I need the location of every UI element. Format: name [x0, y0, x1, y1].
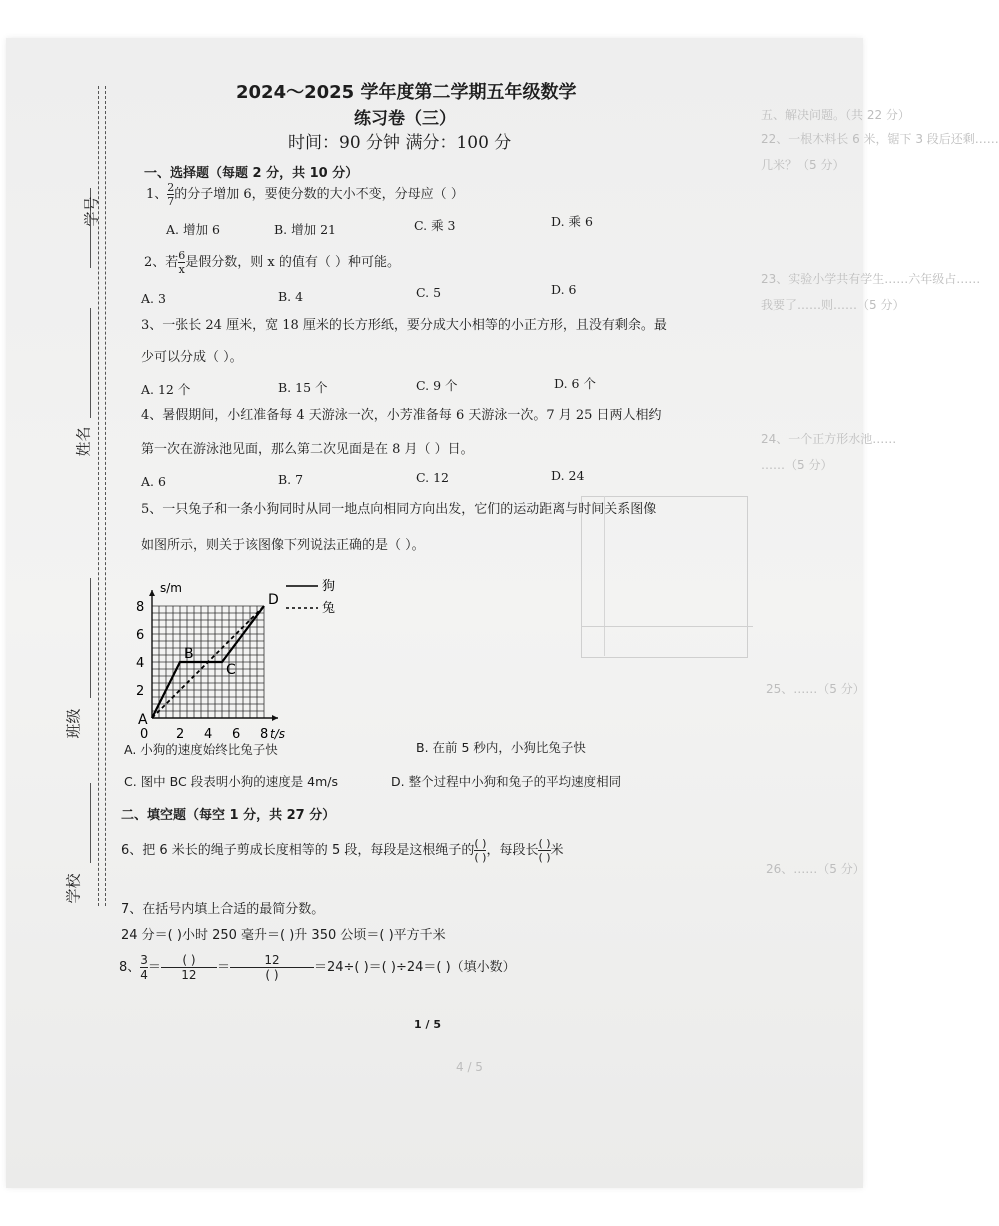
q2-option-c[interactable]: C. 5 [416, 285, 442, 300]
q3-option-d[interactable]: D. 6 个 [554, 376, 596, 391]
q8-frac-num: 3 [140, 953, 148, 967]
q6-text-b: ，每段长 [486, 843, 539, 858]
q8-fraction-1 [140, 954, 148, 981]
q2-text: 是假分数，则 x 的值有（ ）种可能。 [185, 255, 401, 270]
bleed-text-3: 几米？（5 分） [761, 158, 845, 172]
question-6 [121, 838, 564, 863]
q8-eq1: ＝ [147, 960, 161, 975]
x-axis-label: t/s [270, 727, 285, 741]
q4-line2: 第一次在游泳池见面，那么第二次见面是在 8 月（ ）日。 [141, 442, 474, 457]
point-label: D [268, 592, 279, 608]
q8-f3-den[interactable]: ( ) [265, 968, 279, 982]
q3-option-c[interactable]: C. 9 个 [416, 378, 458, 393]
q1-option-d[interactable]: D. 乘 6 [551, 214, 593, 229]
q4-option-a[interactable]: A. 6 [141, 474, 166, 489]
y-axis-arrow [149, 590, 155, 596]
bleed-text-5: 我要了……则……（5 分） [761, 298, 905, 312]
bleed-text-8: 25、……（5 分） [766, 682, 865, 696]
bleed-text-4: 23、实验小学共有学生……六年级占…… [761, 272, 981, 286]
blank-line-class [90, 578, 91, 698]
distance-time-chart [128, 568, 348, 748]
q2-frac-den: x [178, 263, 185, 276]
q8-f3-num: 12 [264, 953, 280, 967]
q5-option-b[interactable]: B. 在前 5 秒内，小狗比兔子快 [416, 740, 586, 755]
q6-text-a: 6、把 6 米长的绳子剪成长度相等的 5 段，每段是这根绳子的 [121, 843, 475, 858]
q3-option-a[interactable]: A. 12 个 [141, 382, 191, 397]
q5-option-c[interactable]: C. 图中 BC 段表明小狗的速度是 4m/s [124, 774, 339, 789]
bleed-text-7: ……（5 分） [761, 458, 833, 472]
q2-prefix: 2、若 [144, 255, 179, 270]
legend-dog-label: 狗 [322, 579, 336, 594]
q4-option-d[interactable]: D. 24 [551, 468, 585, 483]
time-info: 时间：90 分钟 满分：100 分 [288, 133, 512, 153]
y-tick-label: 6 [136, 628, 145, 643]
q8-eq2: ＝ [216, 960, 230, 975]
point-label: B [184, 646, 194, 662]
point-label: A [138, 712, 148, 728]
y-tick-label: 8 [136, 600, 145, 615]
exam-subtitle: 练习卷（三） [354, 109, 456, 129]
label-name: 姓名 [74, 426, 93, 457]
q1-frac-den: 7 [167, 195, 175, 208]
q4-option-c[interactable]: C. 12 [416, 470, 449, 485]
q4-line1: 4、暑假期间，小红准备每 4 天游泳一次，小芳准备每 6 天游泳一次。7 月 25 日两人相约 [141, 408, 662, 423]
exam-title: 2024～2025 学年度第二学期五年级数学 [236, 82, 577, 103]
q3-line1: 3、一张长 24 厘米，宽 18 厘米的长方形纸，要分成大小相等的小正方形，且没有剩余。最 [141, 318, 667, 333]
label-class: 班级 [64, 708, 83, 739]
section-2-heading: 二、填空题（每空 1 分，共 27 分） [121, 808, 336, 823]
q6-text-c: 米 [550, 843, 564, 858]
bleed-box-line-v [604, 496, 605, 656]
q8-rest[interactable]: ＝24÷( )＝( )÷24＝( )（填小数） [313, 960, 516, 975]
q2-option-a[interactable]: A. 3 [141, 291, 166, 306]
bleed-text-1: 五、解决问题。（共 22 分） [761, 108, 910, 122]
exam-paper [6, 38, 999, 1188]
question-1 [146, 182, 464, 207]
legend-rabbit-label: 兔 [322, 601, 336, 616]
bleed-text-10: 4 / 5 [456, 1060, 483, 1074]
q3-option-b[interactable]: B. 15 个 [278, 380, 328, 395]
q8-fraction-2[interactable] [161, 954, 217, 981]
q1-prefix: 1、 [146, 187, 168, 202]
binding-line-inner [105, 86, 106, 906]
q6-blank-1a[interactable]: ( ) [474, 837, 487, 850]
point-label: C [226, 662, 236, 678]
y-axis-label: s/m [160, 581, 182, 595]
y-tick-label: 4 [136, 656, 145, 671]
x-tick-label: 6 [232, 727, 241, 742]
q5-option-a[interactable]: A. 小狗的速度始终比兔子快 [124, 742, 278, 757]
q6-answer-fraction-2[interactable] [538, 838, 550, 863]
label-student-no: 学号 [82, 196, 101, 227]
q7-blanks-line[interactable]: 24 分＝( )小时 250 毫升＝( )升 350 公顷＝( )平方千米 [121, 928, 446, 943]
q8-frac-den: 4 [140, 968, 148, 982]
bleed-text-9: 26、……（5 分） [766, 862, 865, 876]
q1-text: 的分子增加 6，要使分数的大小不变，分母应（ ） [174, 187, 464, 202]
q5-line2: 如图所示，则关于该图像下列说法正确的是（ ）。 [141, 538, 425, 553]
x-tick-label: 8 [260, 727, 269, 742]
q4-option-b[interactable]: B. 7 [278, 472, 304, 487]
page-number: 1 / 5 [414, 1018, 441, 1031]
y-tick-label: 2 [136, 684, 145, 699]
q1-frac-num: 2 [167, 181, 175, 194]
q8-prefix: 8、 [119, 960, 141, 975]
q7-instruction: 7、在括号内填上合适的最简分数。 [121, 902, 325, 917]
q1-option-b[interactable]: B. 增加 21 [274, 222, 337, 237]
bleed-box [581, 496, 748, 658]
q5-line1: 5、一只兔子和一条小狗同时从同一地点向相同方向出发，它们的运动距离与时间关系图像 [141, 502, 657, 517]
x-tick-label: 4 [204, 727, 213, 742]
q6-blank-2b[interactable]: ( ) [538, 851, 551, 864]
q6-blank-1b[interactable]: ( ) [474, 851, 487, 864]
q3-line2: 少可以分成（ ）。 [141, 350, 243, 365]
q5-option-d[interactable]: D. 整个过程中小狗和兔子的平均速度相同 [391, 774, 622, 789]
q8-f2-num[interactable]: ( ) [182, 953, 196, 967]
x-tick-label: 2 [176, 727, 185, 742]
section-1-heading: 一、选择题（每题 2 分，共 10 分） [144, 166, 359, 181]
label-school: 学校 [64, 873, 83, 904]
q6-answer-fraction-1[interactable] [474, 838, 486, 863]
q8-fraction-3[interactable] [230, 954, 314, 981]
blank-line-school [90, 783, 91, 863]
q2-frac-num: 6 [178, 249, 186, 262]
question-8 [119, 954, 516, 981]
q1-option-c[interactable]: C. 乘 3 [414, 218, 456, 233]
q8-f2-den: 12 [181, 968, 197, 982]
x-axis-arrow [272, 715, 278, 721]
q1-option-a[interactable]: A. 增加 6 [166, 222, 220, 237]
bleed-box-line-h [581, 626, 753, 627]
q6-blank-2a[interactable]: ( ) [538, 837, 551, 850]
bleed-text-2: 22、一根木料长 6 米，锯下 3 段后还剩…… [761, 132, 999, 146]
x-tick-label: 0 [140, 727, 149, 742]
blank-line-name [90, 308, 91, 418]
q2-option-b[interactable]: B. 4 [278, 289, 304, 304]
question-2 [144, 250, 400, 275]
bleed-text-6: 24、一个正方形水池…… [761, 432, 897, 446]
q2-option-d[interactable]: D. 6 [551, 282, 577, 297]
